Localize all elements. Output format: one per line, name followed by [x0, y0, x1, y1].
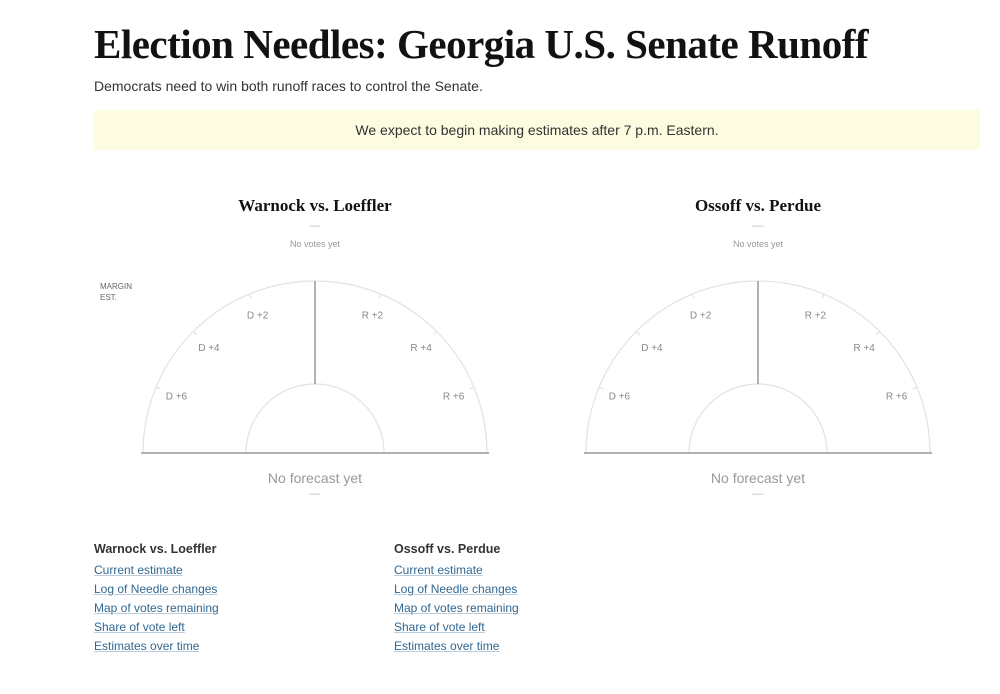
tick-mark: [156, 387, 161, 389]
link-current-estimate[interactable]: Current estimate: [394, 563, 483, 577]
links-ossoff-perdue: [394, 542, 654, 659]
tick-label: D +4: [641, 342, 663, 354]
link-votes-map[interactable]: Map of votes remaining: [94, 601, 219, 615]
needle-gauge: [135, 190, 495, 510]
tick-label: R +6: [885, 391, 908, 403]
tick-mark: [249, 294, 251, 299]
forecast-status: No forecast yet: [267, 470, 363, 486]
link-needle-log[interactable]: Log of Needle changes: [94, 582, 218, 596]
tick-label: R +2: [804, 310, 827, 322]
tick-mark: [636, 331, 640, 335]
tick-mark: [692, 294, 694, 299]
tick-mark: [193, 331, 197, 335]
votes-status: No votes yet: [289, 239, 341, 249]
needle-gauge: [578, 190, 938, 510]
link-current-estimate[interactable]: Current estimate: [94, 563, 183, 577]
votes-status: No votes yet: [732, 239, 784, 249]
gauge-warnock-loeffler: [135, 190, 495, 510]
link-estimates-time[interactable]: Estimates over time: [94, 639, 200, 653]
tick-label: R +4: [853, 342, 875, 354]
tick-mark: [379, 294, 381, 299]
inner-arc: [246, 384, 384, 453]
forecast-status: No forecast yet: [710, 470, 806, 486]
links-warnock-loeffler: [94, 542, 354, 659]
tick-mark: [822, 294, 824, 299]
tick-mark: [469, 387, 474, 389]
tick-label: D +6: [608, 391, 631, 403]
margin-label-line2: EST.: [100, 293, 117, 302]
page-title: Election Needles: Georgia U.S. Senate Runoff: [94, 21, 868, 67]
status-banner: We expect to begin making estimates after 7 p.m. Eastern.: [94, 110, 980, 150]
link-votes-map[interactable]: Map of votes remaining: [394, 601, 519, 615]
forecast-dash: —: [752, 488, 764, 500]
tick-mark: [912, 387, 917, 389]
margin-label-line1: MARGIN: [100, 282, 132, 291]
links-heading: Warnock vs. Loeffler: [94, 542, 217, 556]
tick-label: R +6: [442, 391, 465, 403]
tick-label: D +6: [165, 391, 188, 403]
links-heading: Ossoff vs. Perdue: [394, 542, 501, 556]
tick-label: D +2: [689, 310, 712, 322]
dash: —: [752, 220, 764, 232]
tick-label: R +2: [361, 310, 384, 322]
tick-label: D +4: [198, 342, 220, 354]
link-vote-share[interactable]: Share of vote left: [94, 620, 185, 634]
tick-mark: [433, 331, 437, 335]
gauge-title: Ossoff vs. Perdue: [694, 196, 822, 215]
link-estimates-time[interactable]: Estimates over time: [394, 639, 500, 653]
tick-mark: [876, 331, 880, 335]
gauge-title: Warnock vs. Loeffler: [238, 196, 392, 215]
link-vote-share[interactable]: Share of vote left: [394, 620, 485, 634]
forecast-dash: —: [309, 488, 321, 500]
dash: —: [309, 220, 321, 232]
tick-label: D +2: [246, 310, 269, 322]
tick-mark: [599, 387, 604, 389]
margin-est-label: [100, 281, 140, 303]
link-needle-log[interactable]: Log of Needle changes: [394, 582, 518, 596]
subtitle: Democrats need to win both runoff races to control the Senate.: [94, 78, 483, 94]
gauge-ossoff-perdue: [578, 190, 938, 510]
tick-label: R +4: [410, 342, 432, 354]
inner-arc: [689, 384, 827, 453]
